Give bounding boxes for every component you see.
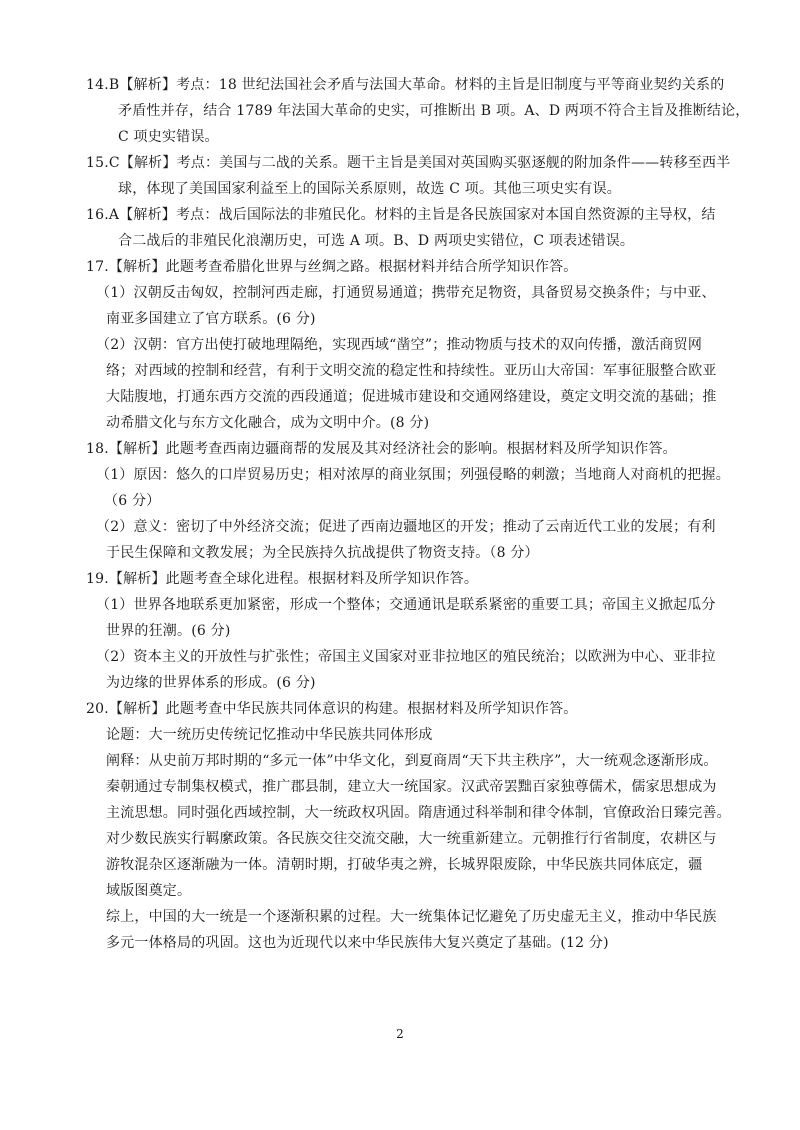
text-line: 大陆腹地，打通东西方交流的西段通道；促进城市建设和交通网络建设，奠定文明交流的基础；推 (106, 389, 717, 405)
text-line: 合二战后的非殖民化浪潮历史，可选 A 项。B、D 两项史实错位，C 项表述错误。 (118, 233, 635, 249)
text-line: 对少数民族实行羁縻政策。各民族交往交流交融，大一统重新建立。元朝推行行省制度，农耕区与 (106, 831, 717, 847)
text-line: （2）资本主义的开放性与扩张性；帝国主义国家对亚非拉地区的殖民统治；以欧洲为中心、亚非拉 (96, 649, 716, 665)
text-line: 多元一体格局的巩固。这也为近现代以来中华民族伟大复兴奠定了基础。(12 分) (106, 935, 609, 951)
text-line: 游牧混杂区逐渐融为一体。清朝时期，打破华夷之辨，长城界限废除，中华民族共同体底定，疆 (106, 857, 703, 873)
text-line: 阐释：从史前万邦时期的“多元一体”中华文化，到夏商周“天下共主秩序”，大一统观念逐渐形成。 (106, 753, 718, 769)
text-line: 域版图奠定。 (106, 883, 192, 899)
text-line: （2）意义：密切了中外经济交流；促进了西南边疆地区的开发；推动了云南近代工业的发展；有利 (96, 519, 716, 535)
text-line: 南亚多国建立了官方联系。(6 分) (106, 311, 316, 327)
text-line: 秦朝通过专制集权模式，推广郡县制，建立大一统国家。汉武帝罢黜百家独尊儒术，儒家思想成为 (106, 779, 717, 795)
text-line: 主流思想。同时强化西域控制，大一统政权巩固。隋唐通过科举制和律令体制，官僚政治日臻完善。 (106, 805, 731, 821)
text-line: （2）汉朝：官方出使打破地理隔绝，实现西域“凿空”；推动物质与技术的双向传播，激活商贸网 (96, 337, 703, 353)
text-line: 球，体现了美国国家利益至上的国际关系原则，故选 C 项。其他三项史实有误。 (118, 181, 622, 197)
text-line: 矛盾性并存，结合 1789 年法国大革命的史实，可推断出 B 项。A、D 两项不符合主旨及推断结论， (118, 103, 750, 119)
text-line: （6 分） (104, 493, 161, 509)
text-line: （1）世界各地联系更加紧密，形成一个整体；交通通讯是联系紧密的重要工具；帝国主义掀起瓜分 (96, 597, 716, 613)
text-line: 络；对西域的控制和经营，有利于文明交流的稳定性和持续性。亚历山大帝国：军事征服整合欧亚 (106, 363, 717, 379)
text-line: 动希腊文化与东方文化融合，成为文明中介。(8 分) (106, 415, 430, 431)
text-line: 论题：大一统历史传统记忆推动中华民族共同体形成 (106, 727, 433, 743)
text-line: （1）原因：悠久的口岸贸易历史；相对浓厚的商业氛围；列强侵略的刺激；当地商人对商机的把握。 (96, 467, 730, 483)
text-line: 世界的狂潮。(6 分) (106, 623, 231, 639)
text-line: （1）汉朝反击匈奴，控制河西走廊，打通贸易通道；携带充足物资，具备贸易交换条件；与中亚、 (96, 285, 716, 301)
text-line: 16.A【解析】考点：战后国际法的非殖民化。材料的主旨是各民族国家对本国自然资源的主导权，结 (86, 207, 716, 223)
text-line: 14.B【解析】考点：18 世纪法国社会矛盾与法国大革命。材料的主旨是旧制度与平等商业契约关系的 (86, 77, 725, 93)
text-line: 19.【解析】此题考查全球化进程。根据材料及所学知识作答。 (86, 571, 479, 587)
text-line: 综上，中国的大一统是一个逐渐积累的过程。大一统集体记忆避免了历史虚无主义，推动中华民族 (106, 909, 717, 925)
text-line: 20.【解析】此题考查中华民族共同体意识的构建。根据材料及所学知识作答。 (86, 701, 578, 717)
text-line: C 项史实错误。 (118, 129, 219, 145)
text-line: 于民生保障和文教发展；为全民族持久抗战提供了物资支持。（8 分） (106, 545, 539, 561)
page-number: 2 (396, 1027, 404, 1041)
text-line: 18.【解析】此题考查西南边疆商帮的发展及其对经济社会的影响。根据材料及所学知识作答。 (86, 441, 677, 457)
text-line: 为边缘的世界体系的形成。(6 分) (106, 675, 316, 691)
text-line: 15.C【解析】考点：美国与二战的关系。题干主旨是美国对英国购买驱逐舰的附加条件——转移至西半 (86, 155, 731, 171)
text-line: 17.【解析】此题考查希腊化世界与丝绸之路。根据材料并结合所学知识作答。 (86, 259, 578, 275)
